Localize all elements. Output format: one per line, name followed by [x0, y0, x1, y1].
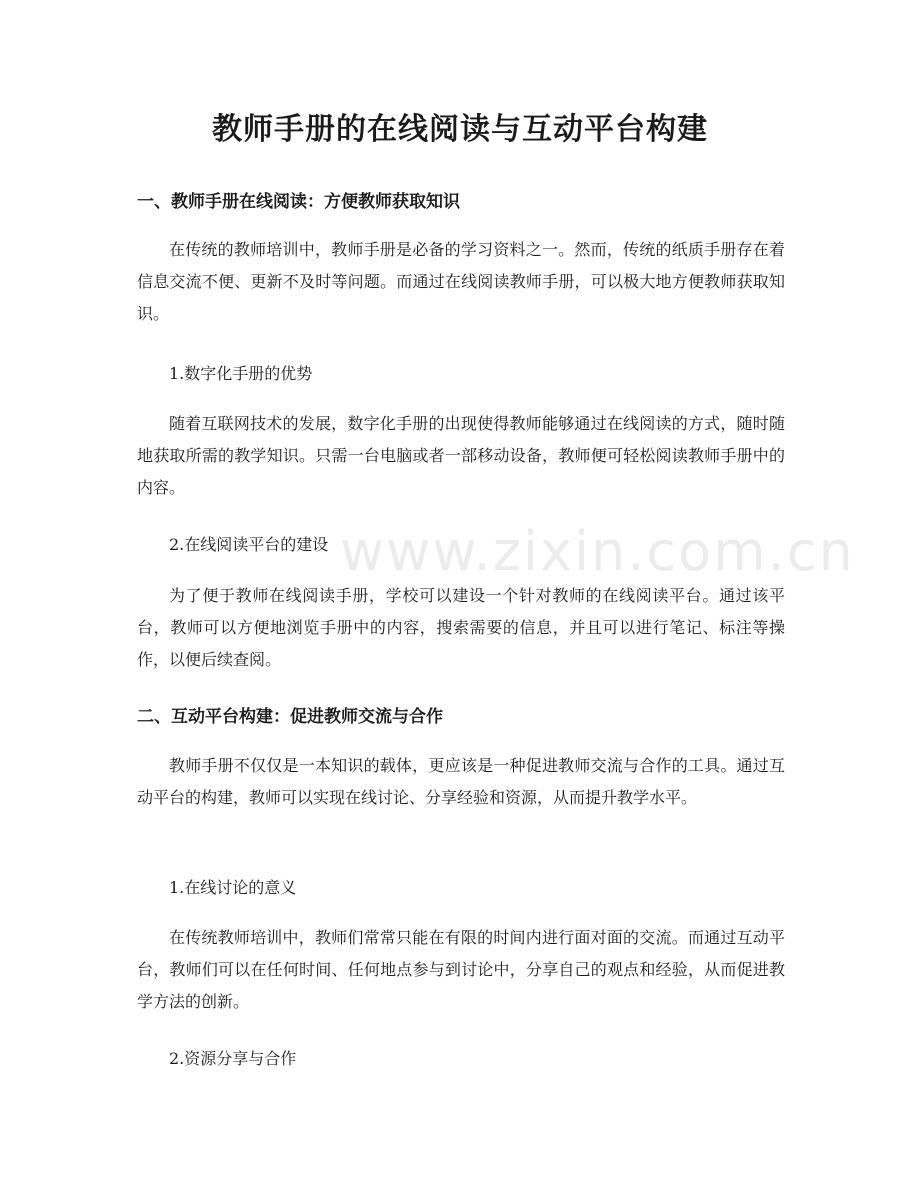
page-title: 教师手册的在线阅读与互动平台构建 [212, 112, 708, 147]
section-2-sub2-title: 2.资源分享与合作 [169, 1049, 297, 1068]
section-2-sub1-text: 在传统教师培训中，教师们常常只能在有限的时间内进行面对面的交流。而通过互动平台，教师们可以在任何时间、任何地点参与到讨论中，分享自己的观点和经验，从而促进教学方法的创新。 [137, 928, 785, 1011]
section-2-heading: 二、互动平台构建：促进教师交流与合作 [137, 707, 443, 727]
section-1-sub2-text: 为了便于教师在线阅读手册，学校可以建设一个针对教师的在线阅读平台。通过该平台，教师可以方便地浏览手册中的内容，搜索需要的信息，并且可以进行笔记、标注等操作，以便后续查阅。 [137, 586, 785, 669]
section-2-sub1-title: 1.在线讨论的意义 [169, 878, 297, 897]
section-2-intro: 教师手册不仅仅是一本知识的载体，更应该是一种促进教师交流与合作的工具。通过互动平台的构建，教师可以实现在线讨论、分享经验和资源，从而提升教学水平。 [137, 756, 785, 807]
section-1-sub1-title: 1.数字化手册的优势 [169, 364, 313, 383]
watermark: www.zixin.com.cn [340, 520, 855, 583]
section-1-sub2-title: 2.在线阅读平台的建设 [169, 535, 329, 554]
section-1-sub1-text: 随着互联网技术的发展，数字化手册的出现使得教师能够通过在线阅读的方式，随时随地获取所需的教学知识。只需一台电脑或者一部移动设备，教师便可轻松阅读教师手册中的内容。 [137, 414, 785, 497]
section-1-heading: 一、教师手册在线阅读：方便教师获取知识 [137, 192, 460, 212]
section-1-intro: 在传统的教师培训中，教师手册是必备的学习资料之一。然而，传统的纸质手册存在着信息交流不便、更新不及时等问题。而通过在线阅读教师手册，可以极大地方便教师获取知识。 [137, 240, 785, 323]
